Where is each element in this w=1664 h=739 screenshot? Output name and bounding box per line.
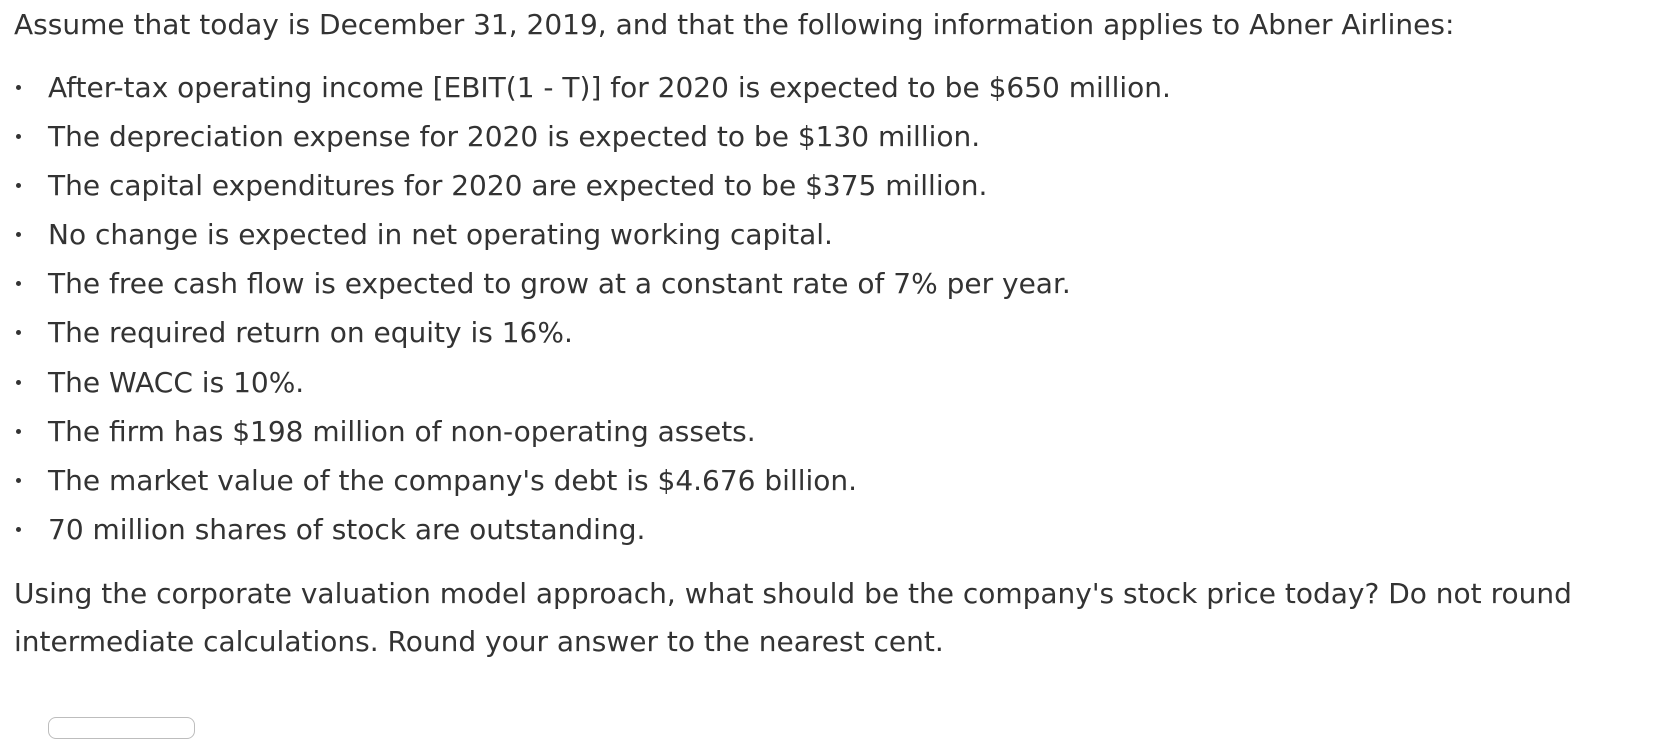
- bullet-icon: [16, 281, 21, 286]
- problem-intro: Assume that today is December 31, 2019, and that the following information applies to Abner Airlines:: [14, 8, 1455, 41]
- bullet-icon: [16, 85, 21, 90]
- list-item-text: The required return on equity is 16%.: [48, 316, 573, 350]
- list-item-text: The depreciation expense for 2020 is expected to be $130 million.: [48, 120, 981, 154]
- list-item-text: The capital expenditures for 2020 are expected to be $375 million.: [48, 169, 988, 203]
- list-item-text: The WACC is 10%.: [48, 365, 305, 399]
- bullet-icon: [16, 232, 21, 237]
- bullet-icon: [16, 183, 21, 188]
- bullet-icon: [16, 429, 21, 434]
- list-item-text: After-tax operating income [EBIT(1 - T)] for 2020 is expected to be $650 million.: [48, 71, 1171, 104]
- bullet-icon: [16, 478, 21, 483]
- list-item-text: The market value of the company's debt is $4.676 billion.: [48, 463, 858, 497]
- bullet-icon: [16, 330, 21, 335]
- list-item-text: The firm has $198 million of non-operating assets.: [48, 414, 756, 448]
- question-text: Using the corporate valuation model approach, what should be the company's stock price today? Do not round intermediate calculations. Round your answer to the nearest cent.: [14, 577, 1572, 658]
- answer-input[interactable]: [48, 717, 195, 739]
- bullet-icon: [16, 380, 21, 385]
- list-item-text: 70 million shares of stock are outstanding.: [48, 512, 646, 546]
- list-item-text: The free cash flow is expected to grow at a constant rate of 7% per year.: [48, 267, 1071, 301]
- bullet-icon: [16, 527, 21, 532]
- list-item-text: No change is expected in net operating working capital.: [48, 218, 833, 252]
- bullet-icon: [16, 134, 21, 139]
